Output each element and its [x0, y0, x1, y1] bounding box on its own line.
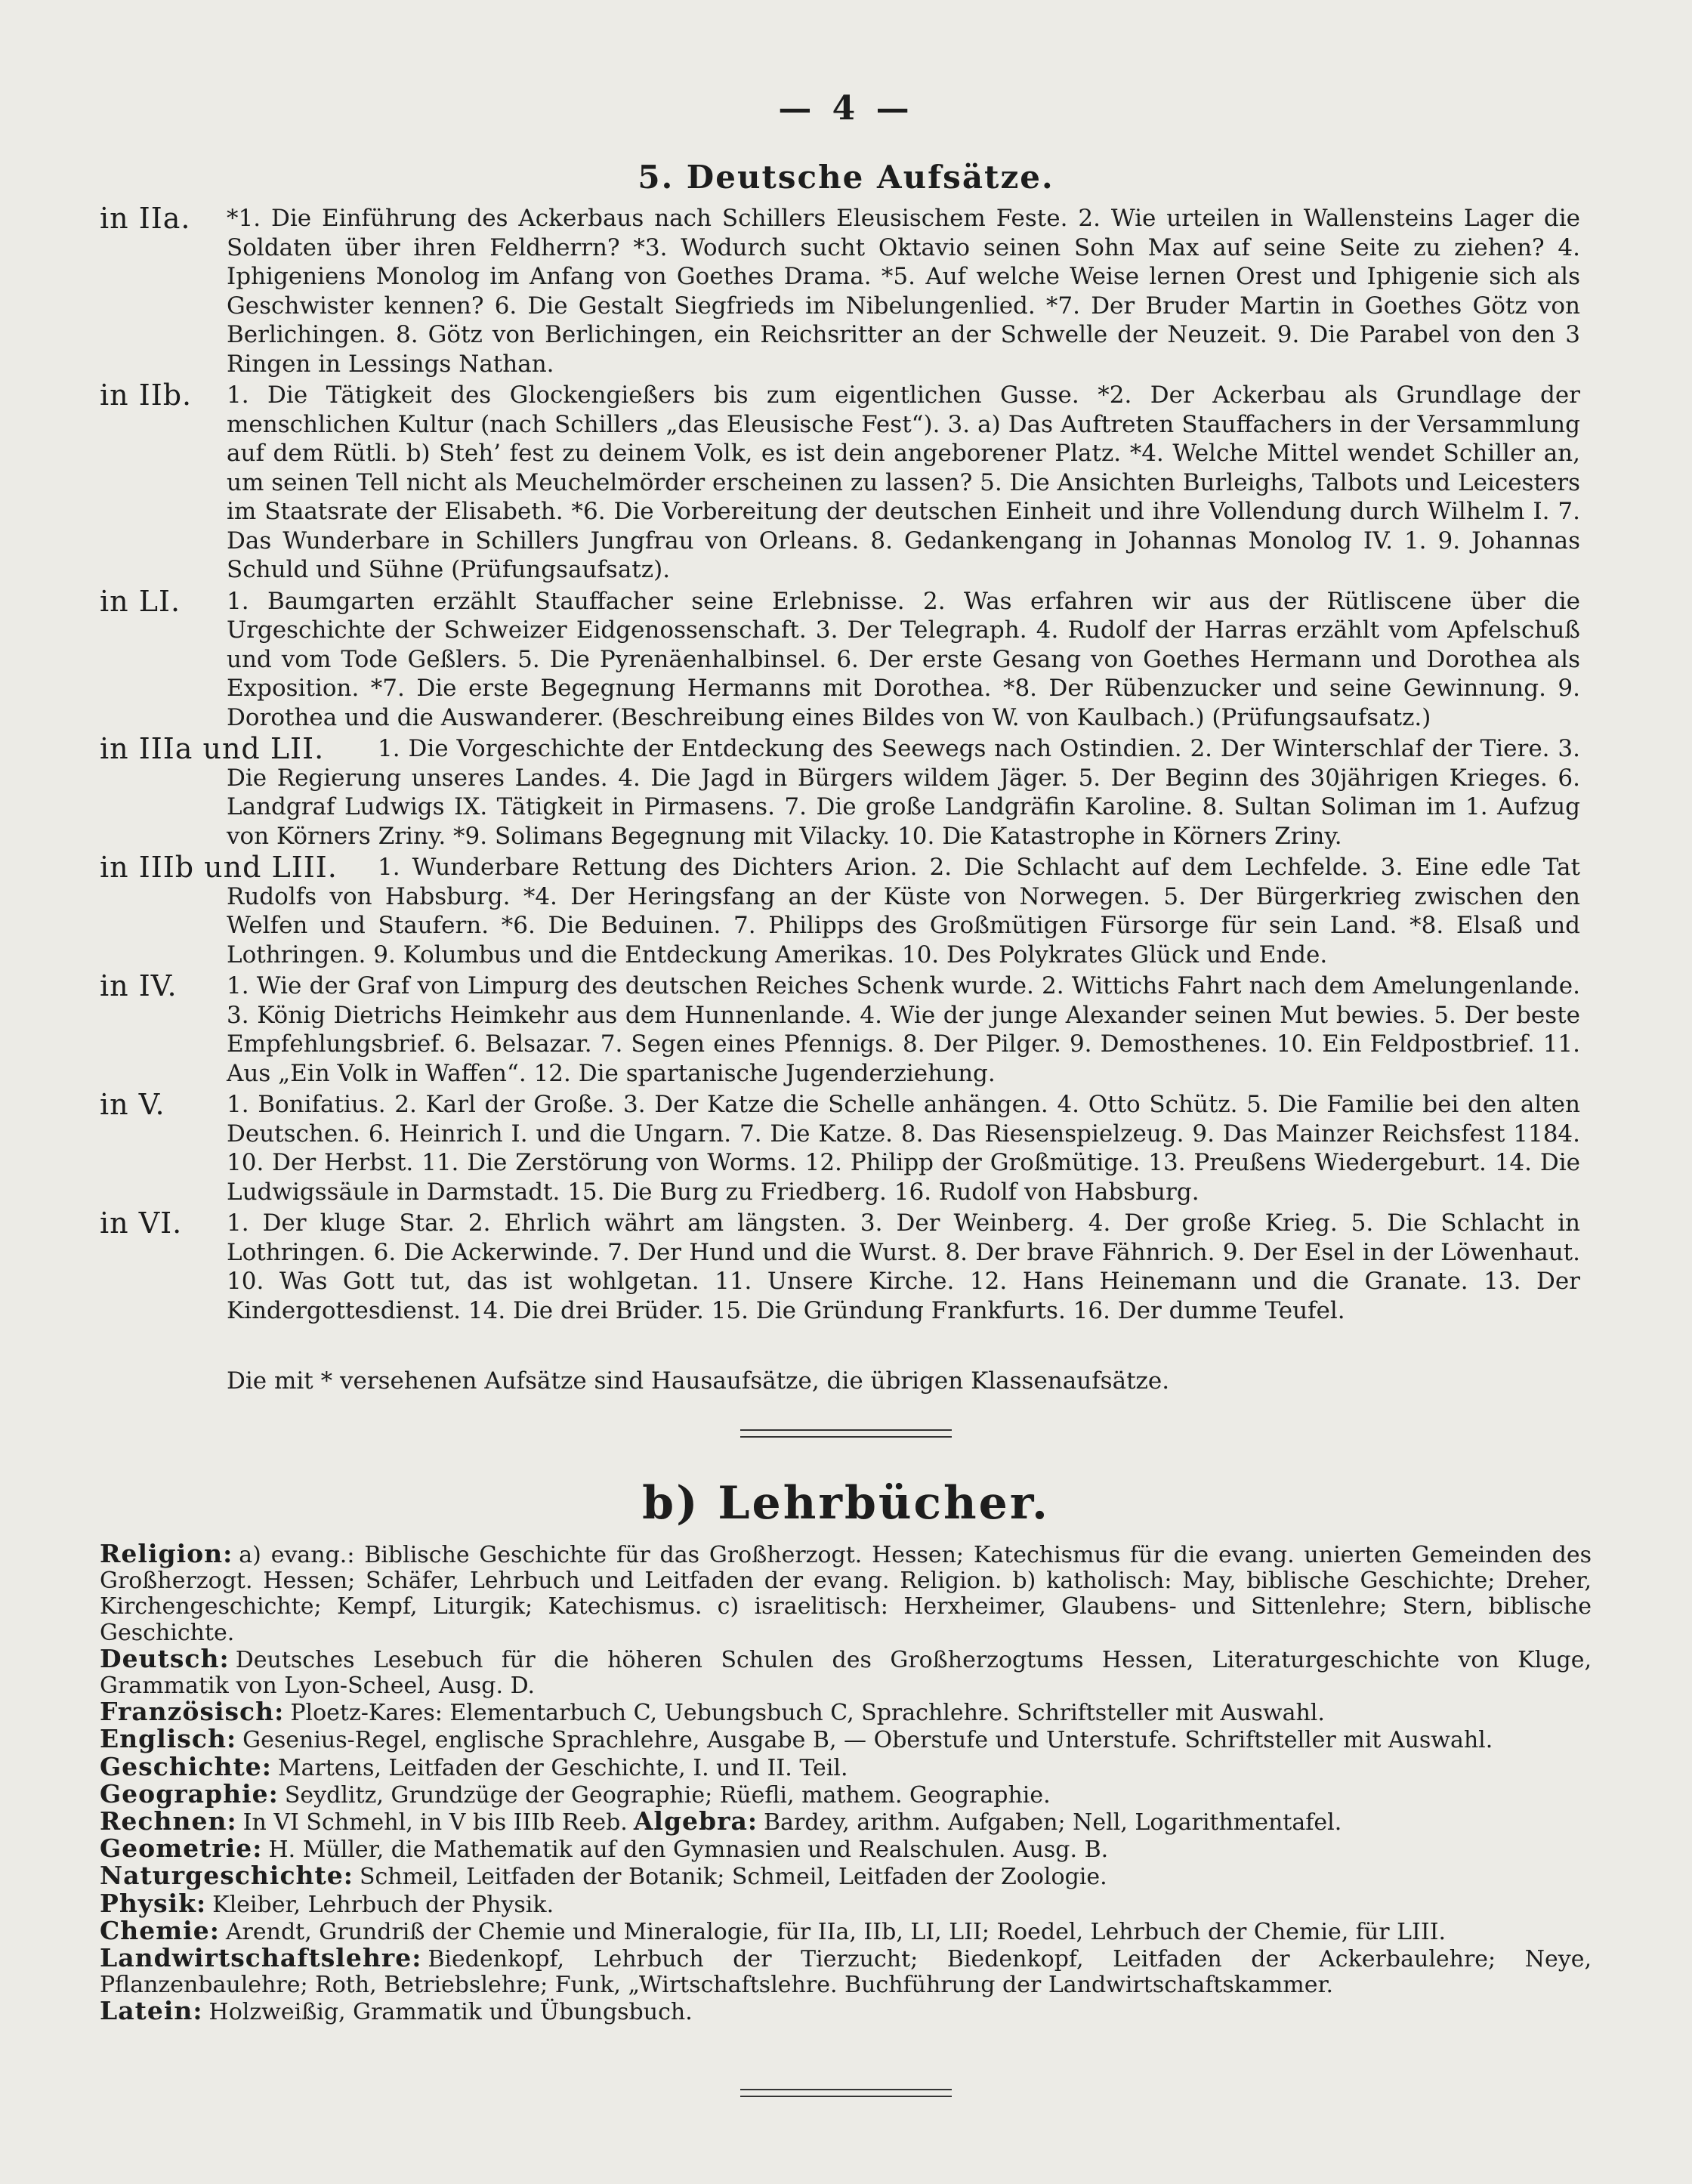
divider-rule — [740, 1429, 952, 1438]
subject-label: Französisch: — [100, 1697, 285, 1727]
essay-topics: 1. Baumgarten erzählt Stauffacher seine Erlebnisse. 2. Was erfahren wir aus der Rütliscene über die Urgeschichte der Schweizer Eidgenossenschaft. 3. Der Telegraph. 4. Rudolf der Harras erzählt vom Apfelschuß und vom Tode Geßlers. 5. Die Pyrenäenhalbinsel. 6. Der erste Gesang von Goethes Hermann und Dorothea als Exposition. *7. Die erste Begegnung Hermanns mit Dorothea. *8. Der Rübenzucker und seine Gewinnung. 9. Dorothea und die Auswanderer. (Beschreibung eines Bildes von W. von Kaulbach.) (Prüfungsaufsatz.) — [227, 587, 1580, 731]
textbook-text: Gesenius-Regel, englische Sprachlehre, Ausgabe B, — Oberstufe und Unterstufe. Schriftsteller mit Auswahl. — [242, 1727, 1493, 1754]
essay-topics: 1. Bonifatius. 2. Karl der Große. 3. Der Katze die Schelle anhängen. 4. Otto Schütz. 5. Die Familie bei den alten Deutschen. 6. Heinrich I. und die Ungarn. 7. Die Katze. 8. Das Riesenspielzeug. 9. Das Mainzer Reichsfest 1184. 10. Der Herbst. 11. Die Zerstörung von Worms. 12. Philipp der Großmütige. 13. Preußens Wiedergeburt. 14. Die Ludwigssäule in Darmstadt. 15. Die Burg zu Friedberg. 16. Rudolf von Habsburg. — [227, 1091, 1580, 1206]
essay-entry-li — [100, 584, 1580, 733]
essay-entry-iv — [100, 969, 1580, 1088]
textbook-text: Martens, Leitfaden der Geschichte, I. und II. Teil. — [277, 1754, 848, 1781]
textbook-entry — [100, 1778, 1592, 1809]
essay-entry-iiib — [100, 853, 1580, 969]
subject-label: Naturgeschichte: — [100, 1861, 354, 1891]
textbook-entry — [100, 1699, 1592, 1726]
essay-topics: 1. Wunderbare Rettung des Dichters Arion. 2. Die Schlacht auf dem Lechfelde. 3. Eine edle Tat Rudolfs von Habsburg. *4. Der Heringsfang an der Küste von Norwegen. 5. Der Bürgerkrieg zwischen den Welfen und Staufern. *6. Die Beduinen. 7. Philipps des Großmütigen Fürsorge für sein Land. *8. Elsaß und Lothringen. 9. Kolumbus und die Entdeckung Amerikas. 10. Des Polykrates Glück und Ende. — [227, 854, 1580, 968]
textbook-text: Kleiber, Lehrbuch der Physik. — [212, 1891, 554, 1918]
textbook-entry — [100, 1541, 1592, 1646]
subject-label: Rechnen: — [100, 1806, 237, 1836]
page-number: — 4 — — [778, 89, 914, 128]
subject-label: Physik: — [100, 1888, 207, 1918]
essay-topics: 1. Die Tätigkeit des Glockengießers bis zum eigentlichen Gusse. *2. Der Ackerbau als Grundlage der menschlichen Kultur (nach Schillers „das Eleusische Fest“). 3. a) Das Auftreten Stauffachers in der Versammlung auf dem Rütli. b) Steh’ fest zu deinem Volk, es ist dein angeborener Platz. *4. Welche Mittel wendet Schiller an, um seinen Tell nicht als Meuchelmörder erscheinen zu lassen? 5. Die Ansichten Burleighs, Talbots und Leicesters im Staatsrate der Elisabeth. *6. Die Vorbereitung der deutschen Einheit und ihre Vollendung durch Wilhelm I. 7. Das Wunderbare in Schillers Jungfrau von Orleans. 8. Gedankengang in Johannas Monolog IV. 1. 9. Johannas Schuld und Sühne (Prüfungsaufsatz). — [227, 382, 1580, 583]
textbook-entry — [100, 1945, 1592, 1998]
subject-label: Landwirtschaftslehre: — [100, 1943, 422, 1973]
essay-list — [100, 204, 1580, 1327]
textbook-entry — [100, 1998, 1592, 2025]
section-title: 5. Deutsche Aufsätze. — [638, 159, 1054, 196]
textbook-text: Holzweißig, Grammatik und Übungsbuch. — [208, 1999, 693, 2026]
essay-entry-iib — [100, 378, 1580, 585]
textbook-text: In VI Schmehl, in V bis IIIb Reeb. — [242, 1809, 628, 1836]
subject-label: Geographie: — [100, 1778, 279, 1809]
essay-entry-iia — [100, 204, 1580, 378]
textbook-text: Seydlitz, Grundzüge der Geographie; Rüefli, mathem. Geographie. — [284, 1781, 1051, 1809]
class-label: in IV. — [100, 969, 178, 1002]
essay-topics: 1. Die Vorgeschichte der Entdeckung des Seewegs nach Ostindien. 2. Der Winterschlaf der Tiere. 3. Die Regierung unseres Landes. 4. Die Jagd in Bürgers wildem Jäger. 5. Der Beginn des 30jährigen Krieges. 6. Landgraf Ludwigs IX. Tätigkeit in Pirmasens. 7. Die große Landgräfin Karoline. 8. Sultan Soliman im 1. Aufzug von Körners Zriny. *9. Solimans Begegnung mit Vilacky. 10. Die Katastrophe in Körners Zriny. — [227, 735, 1580, 850]
subject-label: Deutsch: — [100, 1643, 230, 1673]
class-label: in IIIa und LII. — [100, 732, 325, 765]
essay-topics: *1. Die Einführung des Ackerbaus nach Schillers Eleusischem Feste. 2. Wie urteilen in Wallensteins Lager die Soldaten über ihren Feldherrn? *3. Wodurch sucht Oktavio seinen Sohn Max auf seine Seite zu ziehen? 4. Iphigeniens Monolog im Anfang von Goethes Drama. *5. Auf welche Weise lernen Orest und Iphigenie sich als Geschwister kennen? 6. Die Gestalt Siegfrieds im Nibelungenlied. *7. Der Bruder Martin in Goethes Götz von Berlichingen. 8. Götz von Berlichingen, ein Reichsritter an der Schwelle der Neuzeit. 9. Die Parabel von den 3 Ringen in Lessings Nathan. — [227, 205, 1580, 378]
textbook-entry — [100, 1915, 1592, 1945]
essay-entry-iiia — [100, 734, 1580, 851]
textbook-text: H. Müller, die Mathematik auf den Gymnasien und Realschulen. Ausg. B. — [268, 1836, 1109, 1864]
footnote: Die mit * versehenen Aufsätze sind Hausaufsätze, die übrigen Klassenaufsätze. — [227, 1367, 1170, 1395]
class-label: in IIb. — [100, 378, 193, 412]
textbook-entry — [100, 1726, 1592, 1753]
textbook-text: Bardey, arithm. Aufgaben; Nell, Logarithmentafel. — [764, 1809, 1342, 1836]
textbook-text: Schmeil, Leitfaden der Botanik; Schmeil, Leitfaden der Zoologie. — [359, 1864, 1107, 1891]
textbook-text: Deutsches Lesebuch für die höheren Schulen des Großherzogtums Hessen, Literaturgeschichte von Kluge, Grammatik von Lyon-Scheel, Ausg. D. — [100, 1646, 1592, 1700]
textbook-text: Biedenkopf, Lehrbuch der Tierzucht; Biedenkopf, Leitfaden der Ackerbaulehre; Neye, Pflanzenbaulehre; Roth, Betriebslehre; Funk, „Wirtschaftslehre. Buchführung der Landwirtschaftskammer. — [100, 1946, 1592, 1999]
textbook-text: a) evang.: Biblische Geschichte für das Großherzogt. Hessen; Katechismus für die evang. unierten Gemeinden des Großherzogt. Hessen; Schäfer, Lehrbuch und Leitfaden der evang. Religion. b) katholisch: May, biblische Geschichte; Dreher, Kirchengeschichte; Kempf, Liturgik; Katechismus. c) israelitisch: Herxheimer, Glaubens- und Sittenlehre; Stern, biblische Geschichte. — [100, 1542, 1592, 1646]
textbook-text: Ploetz-Kares: Elementarbuch C, Uebungsbuch C, Sprachlehre. Schriftsteller mit Auswahl. — [290, 1700, 1325, 1727]
divider-rule — [740, 2089, 952, 2097]
subject-label: Englisch: — [100, 1724, 237, 1754]
textbook-entry — [100, 1888, 1592, 1918]
textbook-entry — [100, 1806, 1592, 1836]
subject-label: Geometrie: — [100, 1833, 263, 1864]
class-label: in VI. — [100, 1206, 183, 1240]
essay-topics: 1. Wie der Graf von Limpurg des deutschen Reiches Schenk wurde. 2. Wittichs Fahrt nach dem Amelungenlande. 3. König Dietrichs Heimkehr aus dem Hunnenlande. 4. Wie der junge Alexander seinen Mut bewies. 5. Der beste Empfehlungsbrief. 6. Belsazar. 7. Segen eines Pfennigs. 8. Der Pilger. 9. Demosthenes. 10. Ein Feldpostbrief. 11. Aus „Ein Volk in Waffen“. 12. Die spartanische Jugenderziehung. — [227, 972, 1580, 1087]
essay-entry-vi — [100, 1206, 1580, 1325]
textbook-list — [100, 1541, 1592, 2026]
subject-label: Latein: — [100, 1996, 203, 2026]
essay-topics: 1. Der kluge Star. 2. Ehrlich währt am längsten. 3. Der Weinberg. 4. Der große Krieg. 5. Die Schlacht in Lothringen. 6. Die Ackerwinde. 7. Der Hund und die Wurst. 8. Der brave Fähnrich. 9. Der Esel in der Löwenhaut. 10. Was Gott tut, das ist wohlgetan. 11. Unsere Kirche. 12. Hans Heinemann und die Granate. 13. Der Kindergottesdienst. 14. Die drei Brüder. 15. Die Gründung Frankfurts. 16. Der dumme Teufel. — [227, 1209, 1580, 1324]
subject-label: Chemie: — [100, 1915, 220, 1945]
subject-label: Geschichte: — [100, 1751, 272, 1781]
textbook-entry — [100, 1863, 1592, 1890]
textbooks-title: b) Lehrbücher. — [642, 1477, 1050, 1530]
textbook-entry — [100, 1833, 1592, 1864]
essay-entry-v — [100, 1090, 1580, 1206]
textbook-entry — [100, 1751, 1592, 1781]
subject-label: Religion: — [100, 1539, 233, 1568]
class-label: in IIa. — [100, 202, 191, 235]
subject-label: Algebra: — [633, 1806, 758, 1836]
class-label: in V. — [100, 1088, 165, 1121]
class-label: in LI. — [100, 584, 181, 618]
textbook-text: Arendt, Grundriß der Chemie und Mineralogie, für IIa, IIb, LI, LII; Roedel, Lehrbuch der Chemie, für LIII. — [225, 1918, 1447, 1945]
class-label: in IIIb und LIII. — [100, 851, 338, 884]
textbook-entry — [100, 1643, 1592, 1700]
